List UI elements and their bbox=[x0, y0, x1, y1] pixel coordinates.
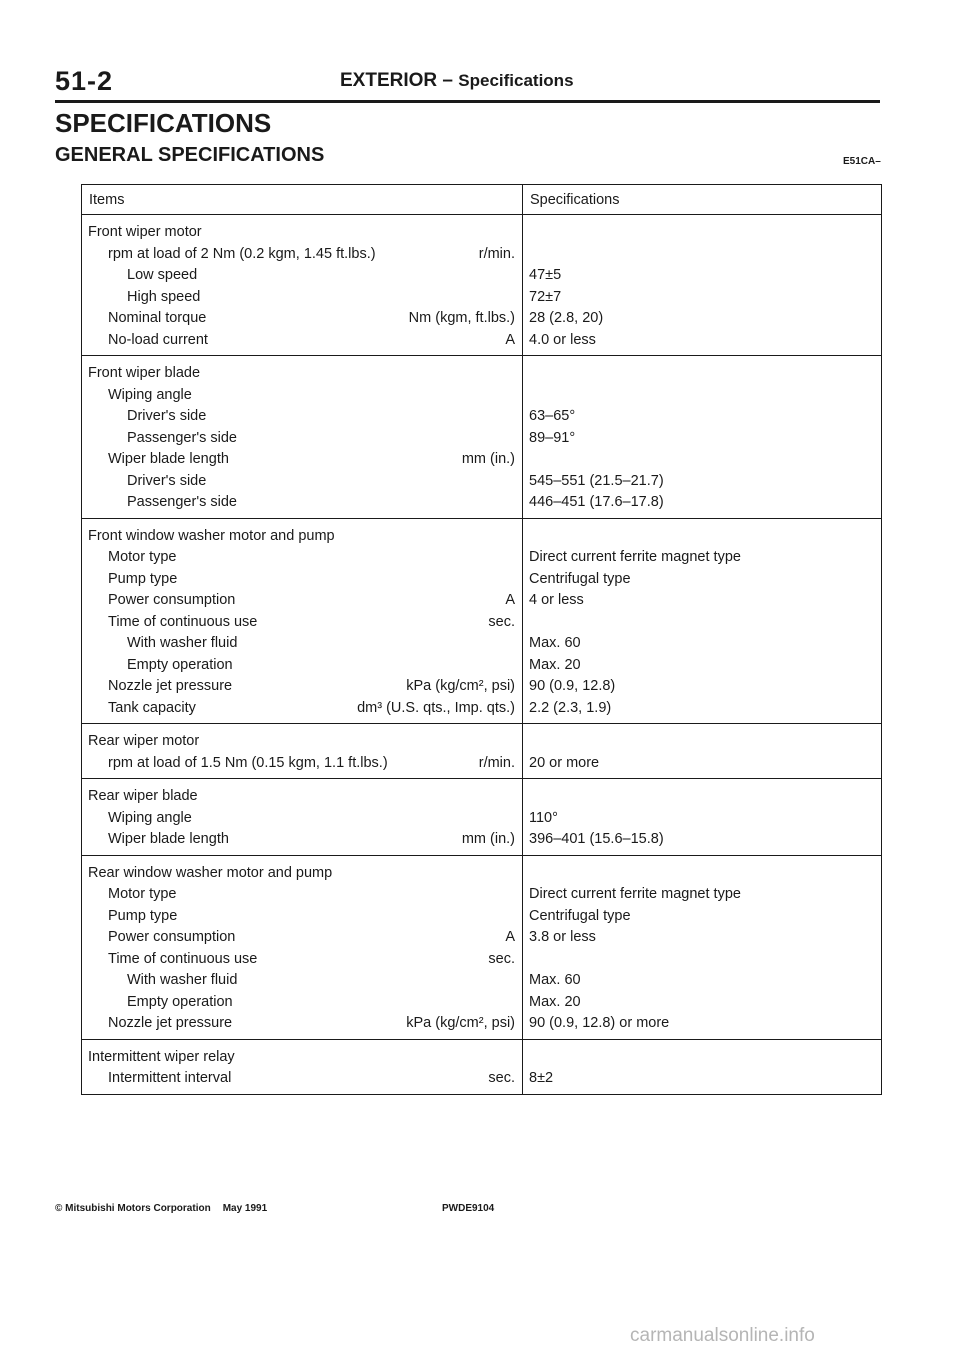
item-label: Nozzle jet pressure bbox=[108, 678, 233, 694]
spec-value: 63–65° bbox=[529, 408, 576, 424]
item-line bbox=[88, 927, 515, 949]
spec-value: Max. 20 bbox=[529, 656, 581, 673]
item-unit: sec. bbox=[488, 613, 515, 630]
item-label: rpm at load of 1.5 Nm (0.15 kgm, 1.1 ft.lbs.) bbox=[108, 754, 388, 771]
watermark: carmanualsonline.info bbox=[630, 1325, 815, 1346]
item-line bbox=[88, 330, 515, 352]
spec-value: Centrifugal type bbox=[529, 907, 631, 924]
item-line bbox=[88, 992, 515, 1014]
item-label: Wiper blade length bbox=[108, 451, 229, 467]
spec-value: Direct current ferrite magnet type bbox=[529, 549, 741, 565]
spec-value: 2.2 (2.3, 1.9) bbox=[529, 699, 612, 716]
item-line bbox=[88, 731, 515, 753]
items-cell bbox=[82, 779, 523, 856]
item-line bbox=[88, 753, 515, 775]
specifications-cell bbox=[523, 724, 882, 779]
item-label: Motor type bbox=[108, 549, 177, 565]
spec-value: Max. 20 bbox=[529, 993, 581, 1010]
section-title bbox=[340, 70, 574, 92]
spec-value: 90 (0.9, 12.8) or more bbox=[529, 1015, 670, 1031]
item-line bbox=[88, 949, 515, 971]
item-label: Wiper blade length bbox=[108, 831, 229, 847]
item-label: Empty operation bbox=[127, 993, 233, 1010]
table-row bbox=[82, 779, 882, 856]
specifications-cell bbox=[523, 855, 882, 1039]
item-line bbox=[88, 970, 515, 992]
item-line bbox=[88, 526, 515, 548]
items-cell bbox=[82, 724, 523, 779]
spec-value bbox=[529, 612, 877, 634]
item-label: Power consumption bbox=[108, 929, 236, 945]
spec-value: 28 (2.8, 20) bbox=[529, 310, 604, 326]
item-label: With washer fluid bbox=[127, 635, 238, 651]
item-line bbox=[88, 655, 515, 677]
item-label: With washer fluid bbox=[127, 972, 238, 988]
item-unit: A bbox=[505, 592, 515, 608]
item-label: No-load current bbox=[108, 331, 208, 348]
item-line bbox=[88, 829, 515, 851]
item-label: Time of continuous use bbox=[108, 613, 258, 630]
item-line bbox=[88, 308, 515, 330]
item-label: Empty operation bbox=[127, 656, 233, 673]
item-unit: A bbox=[505, 331, 515, 348]
spec-value bbox=[529, 949, 877, 971]
item-line bbox=[88, 471, 515, 493]
table-header-row bbox=[82, 185, 882, 215]
item-label: Time of continuous use bbox=[108, 950, 258, 967]
specifications-cell bbox=[523, 779, 882, 856]
item-label: Front wiper motor bbox=[88, 224, 202, 240]
item-line bbox=[88, 1047, 515, 1069]
items-cell bbox=[82, 855, 523, 1039]
item-unit: r/min. bbox=[478, 754, 515, 771]
spec-value: 3.8 or less bbox=[529, 929, 596, 945]
item-line bbox=[88, 363, 515, 385]
item-line bbox=[88, 222, 515, 244]
item-label: Passenger's side bbox=[127, 429, 237, 446]
item-label: rpm at load of 2 Nm (0.2 kgm, 1.45 ft.lbs.) bbox=[108, 245, 376, 262]
footer-copyright bbox=[55, 1203, 267, 1214]
item-label: Wiping angle bbox=[108, 809, 192, 826]
spec-value: Max. 60 bbox=[529, 635, 581, 651]
item-label: Front window washer motor and pump bbox=[88, 527, 335, 544]
item-label: Nozzle jet pressure bbox=[108, 1015, 233, 1031]
spec-value bbox=[529, 363, 877, 385]
spec-value bbox=[529, 786, 877, 808]
items-column-header: Items bbox=[82, 185, 523, 215]
section-name: EXTERIOR bbox=[340, 70, 438, 91]
item-label: Driver's side bbox=[127, 408, 207, 424]
spec-value: 20 or more bbox=[529, 754, 600, 771]
item-line bbox=[88, 406, 515, 428]
item-line bbox=[88, 676, 515, 698]
spec-value bbox=[529, 385, 877, 407]
item-label: Nominal torque bbox=[108, 310, 207, 326]
specifications-cell bbox=[523, 356, 882, 519]
spec-value: 446–451 (17.6–17.8) bbox=[529, 494, 664, 510]
item-unit: r/min. bbox=[478, 245, 515, 262]
spec-value: Max. 60 bbox=[529, 972, 581, 988]
spec-value: 396–401 (15.6–15.8) bbox=[529, 831, 664, 847]
item-label: Pump type bbox=[108, 570, 178, 587]
item-line bbox=[88, 863, 515, 885]
spec-value: Direct current ferrite magnet type bbox=[529, 886, 741, 902]
item-label: Intermittent wiper relay bbox=[88, 1048, 235, 1065]
spec-value bbox=[529, 244, 877, 266]
item-label: Driver's side bbox=[127, 472, 207, 489]
section-separator: – bbox=[442, 70, 453, 91]
page-number: 51-2 bbox=[55, 66, 114, 96]
item-label: Motor type bbox=[108, 886, 177, 902]
item-label: Tank capacity bbox=[108, 699, 196, 716]
item-unit: dm³ (U.S. qts., Imp. qts.) bbox=[357, 699, 515, 716]
item-unit: sec. bbox=[488, 950, 515, 967]
spec-value bbox=[529, 731, 877, 753]
items-cell bbox=[82, 215, 523, 356]
item-unit: A bbox=[505, 929, 515, 945]
item-label: Front wiper blade bbox=[88, 365, 201, 381]
specifications-cell bbox=[523, 518, 882, 724]
item-line bbox=[88, 612, 515, 634]
item-line bbox=[88, 287, 515, 309]
item-label: Rear wiper motor bbox=[88, 733, 200, 749]
spec-value: 89–91° bbox=[529, 429, 576, 446]
spec-value: 545–551 (21.5–21.7) bbox=[529, 472, 664, 489]
page-title: SPECIFICATIONS bbox=[55, 108, 272, 138]
spec-value bbox=[529, 1047, 877, 1069]
spec-value bbox=[529, 863, 877, 885]
page-header bbox=[55, 66, 880, 103]
item-label: Low speed bbox=[127, 267, 198, 283]
section-code: E51CA– bbox=[843, 156, 881, 167]
table-row bbox=[82, 518, 882, 724]
spec-value: 110° bbox=[529, 809, 558, 826]
item-label: Intermittent interval bbox=[108, 1070, 232, 1086]
spec-value bbox=[529, 222, 877, 244]
items-cell bbox=[82, 356, 523, 519]
specifications-cell bbox=[523, 1039, 882, 1094]
publication-date: May 1991 bbox=[222, 1203, 268, 1214]
spec-value: Centrifugal type bbox=[529, 570, 631, 587]
spec-value: 90 (0.9, 12.8) bbox=[529, 678, 616, 694]
specifications-table bbox=[81, 184, 882, 1095]
items-cell bbox=[82, 518, 523, 724]
spec-value: 4 or less bbox=[529, 592, 584, 608]
item-line bbox=[88, 906, 515, 928]
item-line bbox=[88, 385, 515, 407]
item-line bbox=[88, 1013, 515, 1035]
item-unit: kPa (kg/cm², psi) bbox=[406, 678, 515, 694]
spec-value bbox=[529, 526, 877, 548]
item-label: Rear wiper blade bbox=[88, 788, 198, 804]
table-row bbox=[82, 1039, 882, 1094]
item-line bbox=[88, 428, 515, 450]
item-line bbox=[88, 698, 515, 720]
subsection-name: Specifications bbox=[458, 71, 574, 90]
item-label: High speed bbox=[127, 288, 201, 305]
page-subtitle: GENERAL SPECIFICATIONS bbox=[55, 144, 325, 166]
item-line bbox=[88, 492, 515, 514]
table-row bbox=[82, 356, 882, 519]
item-line bbox=[88, 1068, 515, 1090]
item-line bbox=[88, 884, 515, 906]
specifications-table-body bbox=[82, 215, 882, 1095]
specifications-cell bbox=[523, 215, 882, 356]
spec-value: 72±7 bbox=[529, 288, 562, 305]
items-cell bbox=[82, 1039, 523, 1094]
spec-value: 4.0 or less bbox=[529, 331, 596, 348]
table-row bbox=[82, 855, 882, 1039]
spec-value: 8±2 bbox=[529, 1070, 554, 1086]
item-line bbox=[88, 786, 515, 808]
item-label: Wiping angle bbox=[108, 386, 192, 403]
spec-value bbox=[529, 449, 877, 471]
item-line bbox=[88, 569, 515, 591]
table-row bbox=[82, 724, 882, 779]
table-row bbox=[82, 215, 882, 356]
item-line bbox=[88, 633, 515, 655]
item-unit: Nm (kgm, ft.lbs.) bbox=[408, 310, 515, 326]
item-line bbox=[88, 449, 515, 471]
item-label: Rear window washer motor and pump bbox=[88, 864, 333, 881]
item-label: Passenger's side bbox=[127, 494, 237, 510]
item-line bbox=[88, 547, 515, 569]
item-line bbox=[88, 244, 515, 266]
item-line bbox=[88, 265, 515, 287]
item-unit: mm (in.) bbox=[461, 831, 515, 847]
spec-value: 47±5 bbox=[529, 267, 562, 283]
item-label: Power consumption bbox=[108, 592, 236, 608]
item-unit: kPa (kg/cm², psi) bbox=[406, 1015, 515, 1031]
item-unit: sec. bbox=[488, 1070, 515, 1086]
item-unit: mm (in.) bbox=[461, 451, 515, 467]
item-label: Pump type bbox=[108, 907, 178, 924]
item-line bbox=[88, 808, 515, 830]
item-line bbox=[88, 590, 515, 612]
copyright-text: © Mitsubishi Motors Corporation bbox=[55, 1203, 211, 1214]
specifications-column-header: Specifications bbox=[523, 185, 882, 215]
document-id: PWDE9104 bbox=[442, 1203, 495, 1214]
